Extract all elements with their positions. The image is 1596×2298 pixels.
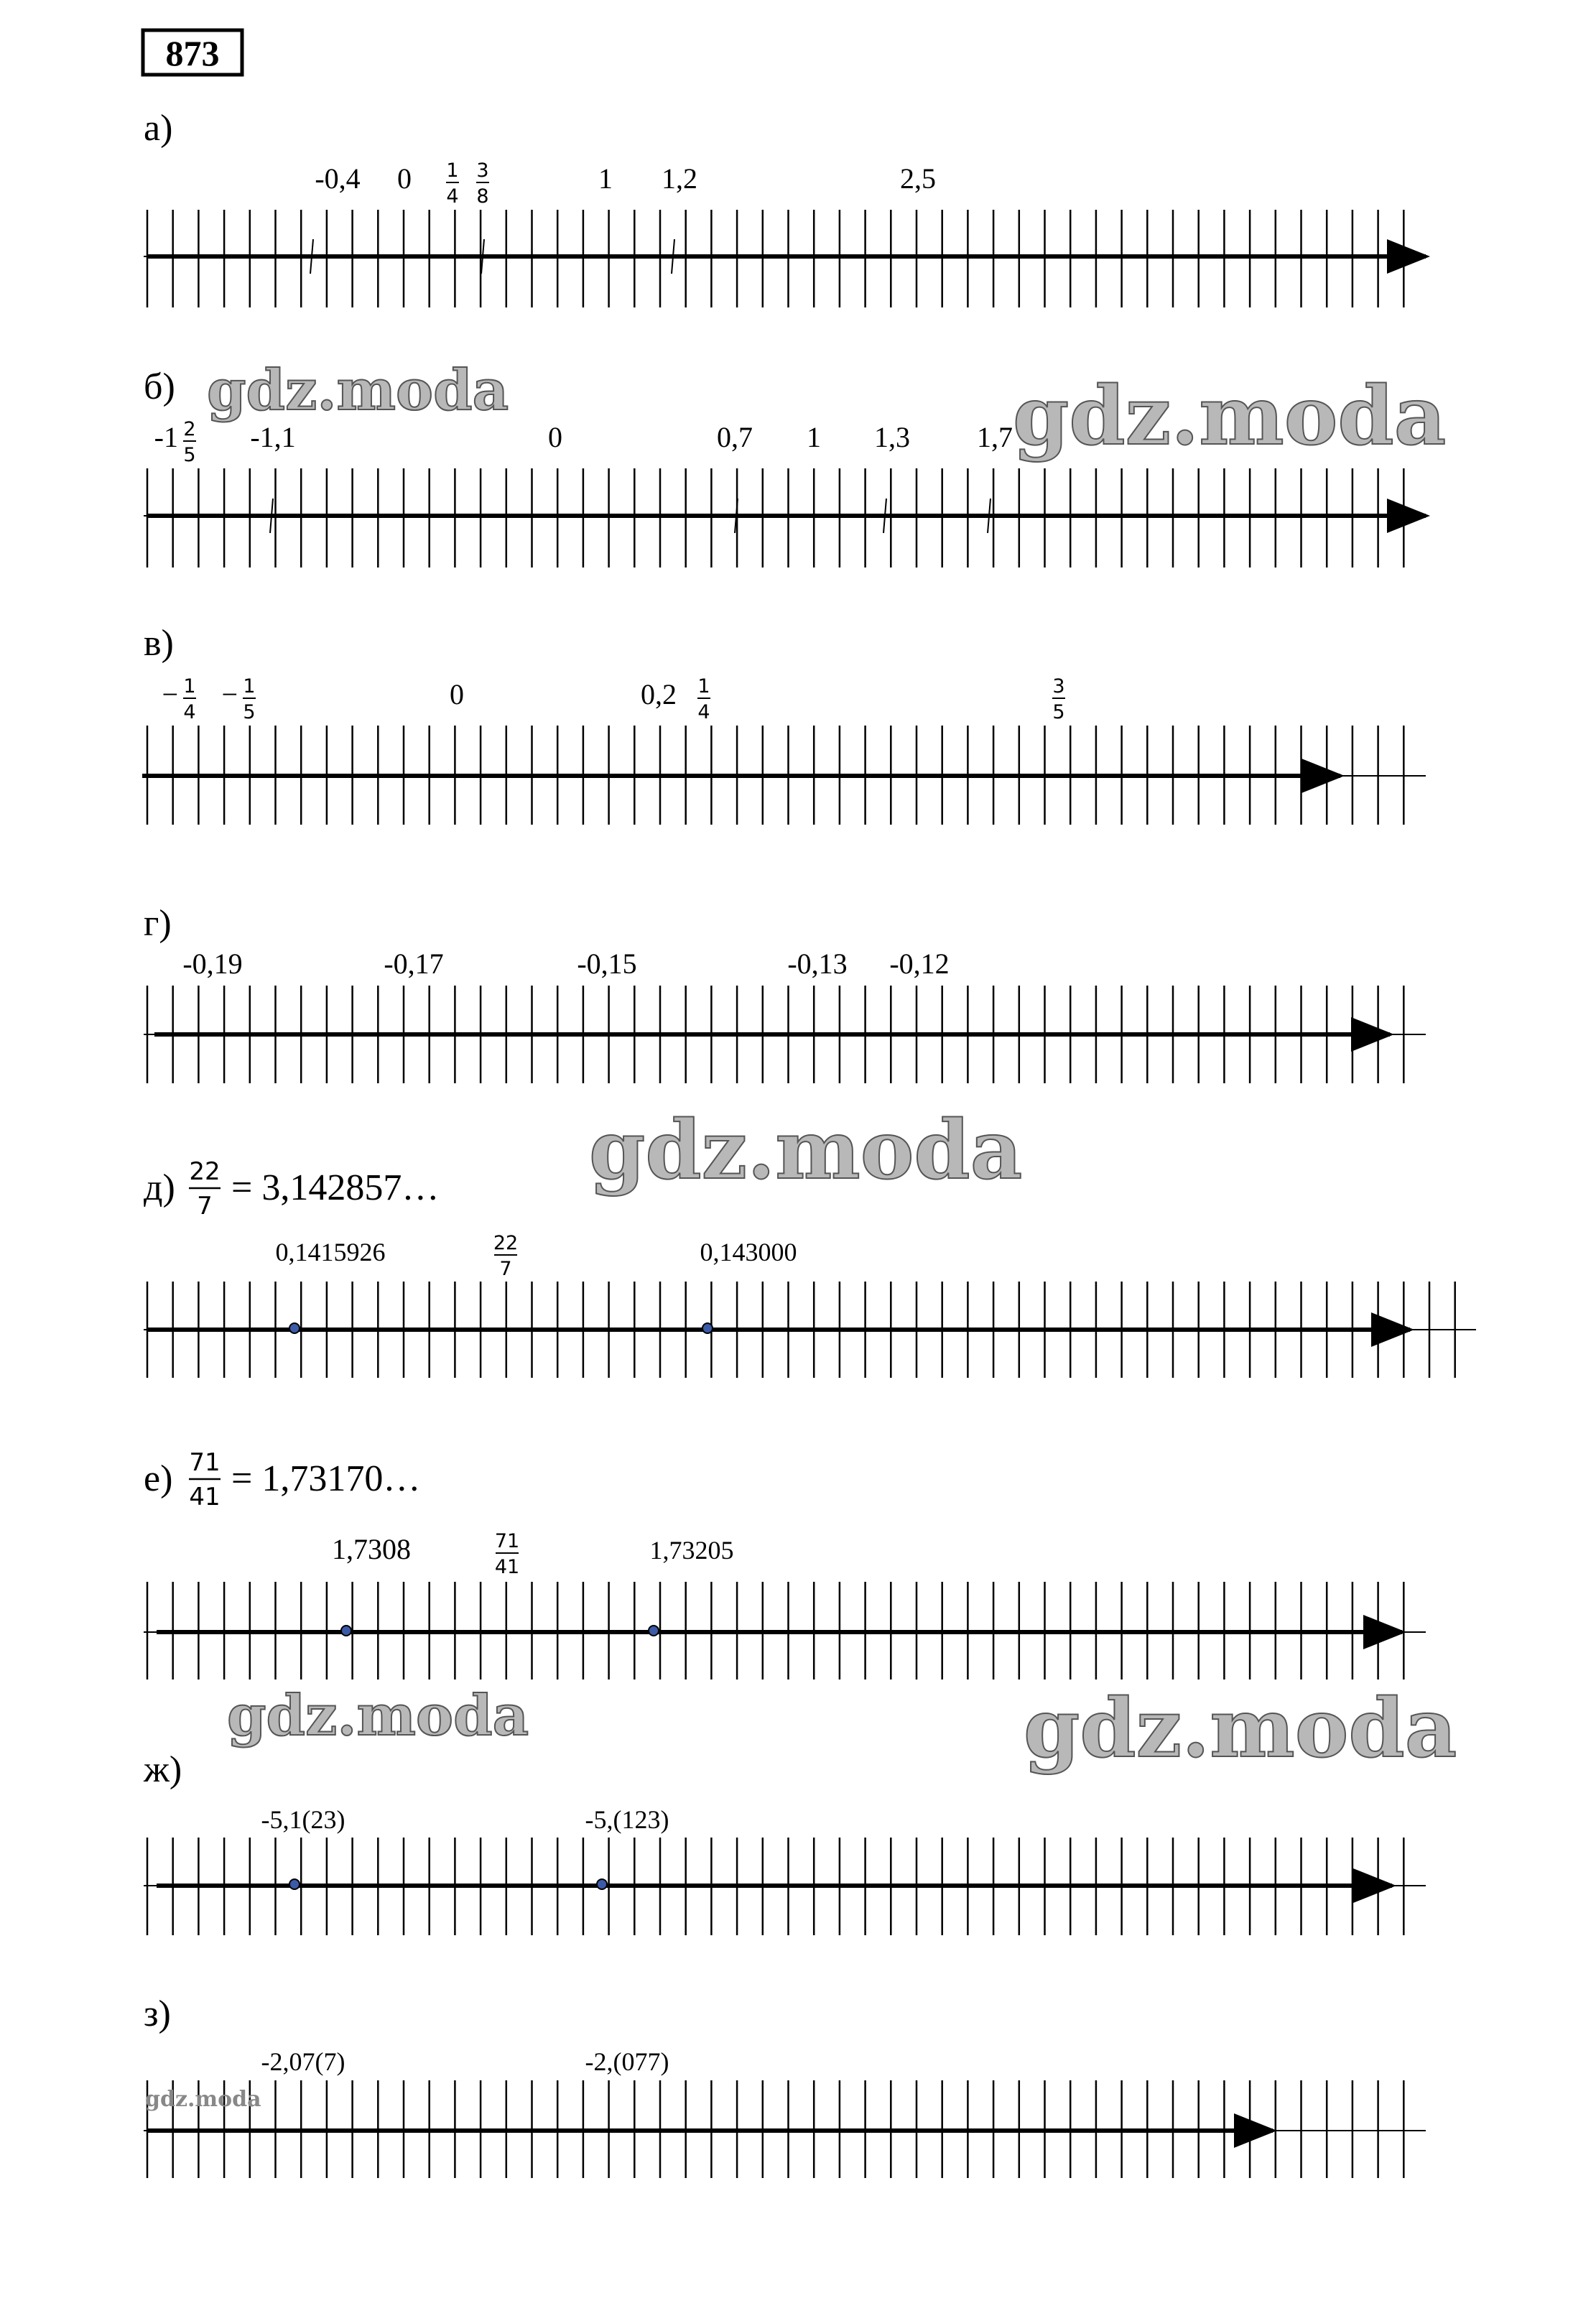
label-text: -0,4 (315, 162, 361, 195)
equation-numerator: 22 (189, 1157, 221, 1186)
point-label (154, 418, 196, 466)
label-text: 1,2 (662, 162, 697, 195)
label-text: -2,07(7) (261, 2047, 345, 2076)
number-line-v (142, 623, 1426, 825)
equation-denominator: 7 (197, 1192, 213, 1220)
fraction-numerator: 3 (1052, 675, 1065, 698)
task-number-badge (143, 30, 242, 75)
label-text: 0 (397, 162, 412, 195)
fraction-numerator: 3 (476, 159, 489, 182)
part-letter: а) (144, 108, 173, 149)
label-text: 0 (450, 678, 464, 710)
fraction-denominator: 4 (697, 701, 710, 723)
point-mark (341, 1626, 351, 1636)
label-text: 0,2 (641, 678, 677, 710)
point-label (261, 1805, 345, 1834)
watermark: gdz.moda (227, 1683, 529, 1748)
label-text: 0 (548, 421, 562, 453)
number-line-e (144, 1448, 1426, 1680)
label-text: 2,5 (900, 162, 936, 195)
point-label (162, 675, 196, 723)
fraction-denominator: 5 (183, 444, 196, 466)
point-label (577, 948, 636, 980)
fraction (476, 159, 489, 208)
equation (189, 1157, 439, 1220)
label-text: 1,7 (977, 421, 1013, 453)
equation-denominator: 41 (189, 1483, 221, 1511)
part-letter: д) (144, 1167, 175, 1208)
number-line-a (144, 108, 1426, 307)
point-label (650, 1536, 734, 1565)
label-text: 0,7 (717, 421, 753, 453)
point-label (900, 162, 936, 195)
fraction (697, 675, 710, 723)
fraction-numerator: 2 (183, 418, 196, 440)
point-label (889, 948, 949, 980)
point-label (641, 678, 677, 710)
point-label (787, 948, 847, 980)
fraction-denominator: 8 (476, 185, 489, 208)
fraction-denominator: 4 (446, 185, 459, 208)
point-mark (289, 1323, 300, 1333)
label-prefix: − (221, 678, 238, 710)
point-label (874, 421, 910, 453)
fraction (183, 418, 196, 466)
label-text: -0,15 (577, 948, 637, 980)
fraction (495, 1530, 519, 1578)
part-letter: з) (144, 1993, 171, 2034)
point-label (585, 2047, 669, 2076)
part-letter: г) (144, 903, 172, 944)
part-letter: е) (144, 1458, 173, 1499)
point-label (717, 421, 753, 453)
watermark: gdz.moda (207, 358, 509, 423)
label-text: -0,19 (182, 948, 243, 980)
point-label (700, 1238, 797, 1266)
part-letter: ж) (144, 1749, 182, 1790)
label-text: 0,1415926 (275, 1238, 386, 1266)
label-text: -1,1 (250, 421, 296, 453)
label-text: 1 (807, 421, 821, 453)
point-label (585, 1805, 669, 1834)
point-label (662, 162, 697, 195)
equation-numerator: 71 (189, 1448, 221, 1477)
equation-value: = 3,142857… (231, 1167, 440, 1208)
point-label (182, 948, 242, 980)
point-label (332, 1533, 411, 1565)
label-text: 1,3 (874, 421, 910, 453)
point-mark (289, 1879, 300, 1889)
part-letter: б) (144, 366, 175, 407)
label-text: 1 (598, 162, 613, 195)
point-label (598, 162, 613, 195)
point-label (807, 421, 821, 453)
number-line-z (144, 1993, 1426, 2178)
equation (189, 1448, 420, 1511)
point-label (315, 162, 360, 195)
fraction-denominator: 5 (1052, 701, 1065, 723)
fraction-numerator: 1 (243, 675, 256, 698)
point-label (1052, 675, 1065, 723)
label-prefix: -1 (154, 421, 178, 453)
point-mark (597, 1879, 607, 1889)
label-text: 1,73205 (649, 1536, 734, 1565)
fraction-numerator: 1 (183, 675, 196, 698)
fraction-numerator: 22 (493, 1232, 519, 1254)
task-number: 873 (165, 33, 220, 73)
fraction-numerator: 1 (697, 675, 710, 698)
label-text: 1,7308 (332, 1533, 411, 1565)
fraction (1052, 675, 1065, 723)
label-text: -0,13 (787, 948, 848, 980)
point-label (548, 421, 562, 453)
label-prefix: − (162, 678, 178, 710)
point-mark (702, 1323, 713, 1333)
fraction (183, 675, 196, 723)
point-label (450, 678, 464, 710)
label-text: -0,12 (889, 948, 950, 980)
equation-value: = 1,73170… (231, 1458, 421, 1499)
point-label (397, 162, 412, 195)
label-text: -5,(123) (585, 1805, 669, 1834)
point-label (276, 1238, 386, 1266)
point-label (493, 1232, 518, 1280)
number-line-zh (143, 1749, 1426, 1935)
point-label (476, 159, 489, 208)
number-line-g (144, 903, 1426, 1083)
part-letter: в) (144, 623, 174, 664)
point-mark (649, 1626, 659, 1636)
label-text: -2,(077) (585, 2047, 669, 2076)
point-label (977, 421, 1013, 453)
fraction-numerator: 1 (446, 159, 459, 182)
fraction-denominator: 7 (499, 1258, 512, 1280)
label-text: 0,143000 (700, 1238, 797, 1266)
fraction (243, 675, 256, 723)
watermark: gdz.moda (145, 2087, 261, 2112)
point-label (446, 159, 459, 208)
point-label (495, 1530, 519, 1578)
label-text: -5,1(23) (261, 1805, 345, 1834)
watermark: gdz.moda (589, 1103, 1023, 1197)
point-label (261, 2047, 345, 2076)
fraction-numerator: 71 (494, 1530, 520, 1552)
label-text: -0,17 (384, 948, 444, 980)
fraction (493, 1232, 518, 1280)
point-label (250, 421, 295, 453)
point-label (221, 675, 256, 723)
fraction-denominator: 5 (243, 701, 256, 723)
watermark: gdz.moda (1013, 369, 1447, 463)
point-label (384, 948, 443, 980)
watermarks (145, 358, 1457, 2112)
watermark: gdz.moda (1024, 1682, 1457, 1776)
fraction (446, 159, 459, 208)
fraction-denominator: 41 (494, 1556, 520, 1578)
fraction-denominator: 4 (183, 701, 196, 723)
point-label (697, 675, 710, 723)
